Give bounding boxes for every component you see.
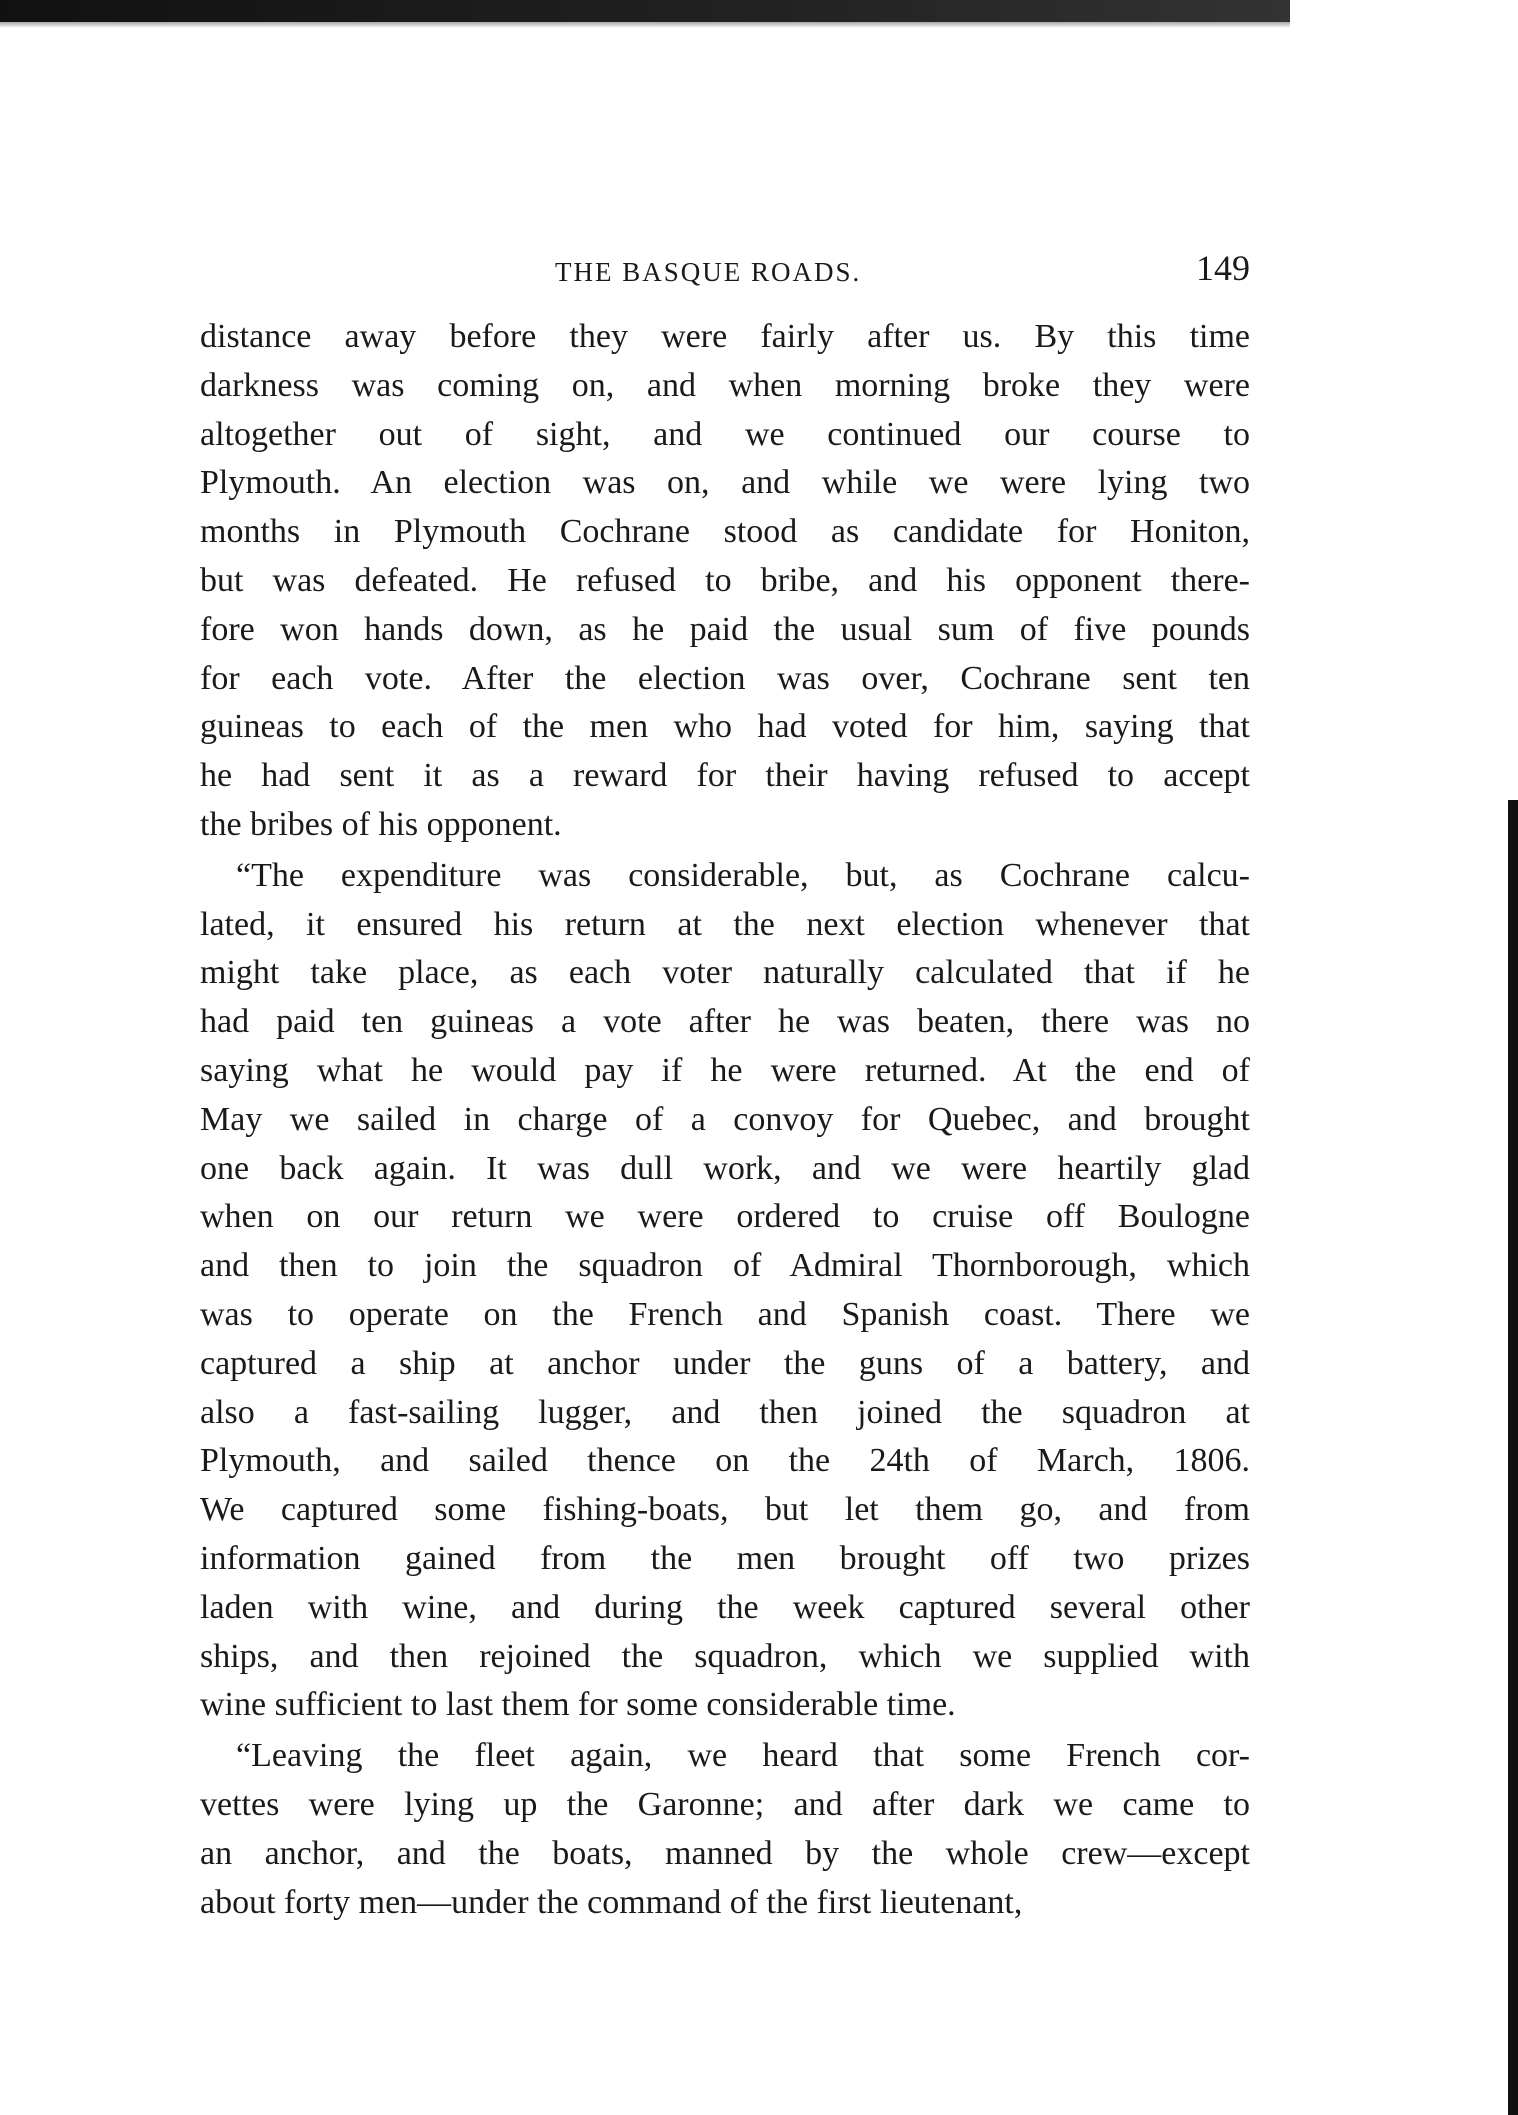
- text-line: fore won hands down, as he paid the usual sum of five pounds: [200, 610, 1250, 648]
- text-line: the bribes of his opponent.: [200, 805, 562, 843]
- text-line: darkness was coming on, and when morning broke they were: [200, 366, 1250, 404]
- text-line: wine sufficient to last them for some considerable time.: [200, 1686, 956, 1724]
- page-number: 149: [1196, 248, 1250, 288]
- text-line: “The expenditure was considerable, but, as Cochrane calcu-: [236, 856, 1250, 894]
- text-line: May we sailed in charge of a convoy for Quebec, and brought: [200, 1100, 1250, 1138]
- text-line: one back again. It was dull work, and we were heartily glad: [200, 1149, 1250, 1187]
- book-page: [200, 245, 1250, 1927]
- text-line: We captured some fishing-boats, but let them go, and from: [200, 1491, 1250, 1529]
- text-line: laden with wine, and during the week captured several other: [200, 1588, 1250, 1626]
- text-line: had paid ten guineas a vote after he was beaten, there was no: [200, 1003, 1250, 1041]
- scan-top-edge: [0, 0, 1290, 22]
- text-line: he had sent it as a reward for their having refused to accept: [200, 757, 1250, 795]
- text-line: lated, it ensured his return at the next election whenever that: [200, 905, 1250, 943]
- text-line: for each vote. After the election was over, Cochrane sent ten: [200, 659, 1250, 697]
- text-line: distance away before they were fairly after us. By this time: [200, 318, 1250, 355]
- text-line: information gained from the men brought off two prizes: [200, 1539, 1250, 1577]
- text-line: an anchor, and the boats, manned by the whole crew—except: [200, 1834, 1250, 1872]
- text-line: and then to join the squadron of Admiral Thornborough, which: [200, 1247, 1250, 1285]
- paragraph: [200, 1732, 1250, 1927]
- text-line: guineas to each of the men who had voted for him, saying that: [200, 708, 1250, 746]
- text-line: Plymouth, and sailed thence on the 24th of March, 1806.: [200, 1442, 1250, 1480]
- paragraph: [200, 313, 1250, 850]
- text-line: Plymouth. An election was on, and while we were lying two: [200, 464, 1250, 502]
- running-title: THE BASQUE ROADS.: [555, 257, 862, 287]
- text-line: altogether out of sight, and we continued our course to: [200, 415, 1250, 453]
- text-line: also a fast-sailing lugger, and then joined the squadron at: [200, 1393, 1250, 1431]
- paragraph: [200, 852, 1250, 1730]
- text-line: might take place, as each voter naturally calculated that if he: [200, 954, 1250, 992]
- text-line: saying what he would pay if he were returned. At the end of: [200, 1051, 1250, 1089]
- text-line: was to operate on the French and Spanish coast. There we: [200, 1295, 1250, 1333]
- text-line: when on our return we were ordered to cruise off Boulogne: [200, 1198, 1250, 1236]
- text-line: captured a ship at anchor under the guns of a battery, and: [200, 1344, 1250, 1382]
- text-line: vettes were lying up the Garonne; and after dark we came to: [200, 1785, 1250, 1823]
- text-line: months in Plymouth Cochrane stood as candidate for Honiton,: [200, 513, 1250, 551]
- text-line: ships, and then rejoined the squadron, which we supplied with: [200, 1637, 1250, 1675]
- body-text: [200, 313, 1250, 1927]
- text-line: “Leaving the fleet again, we heard that some French cor-: [236, 1737, 1250, 1775]
- scan-right-edge: [1508, 800, 1518, 2115]
- text-line: but was defeated. He refused to bribe, and his opponent there-: [200, 561, 1250, 599]
- running-head: [200, 245, 1250, 305]
- text-line: about forty men—under the command of the first lieutenant,: [200, 1883, 1023, 1921]
